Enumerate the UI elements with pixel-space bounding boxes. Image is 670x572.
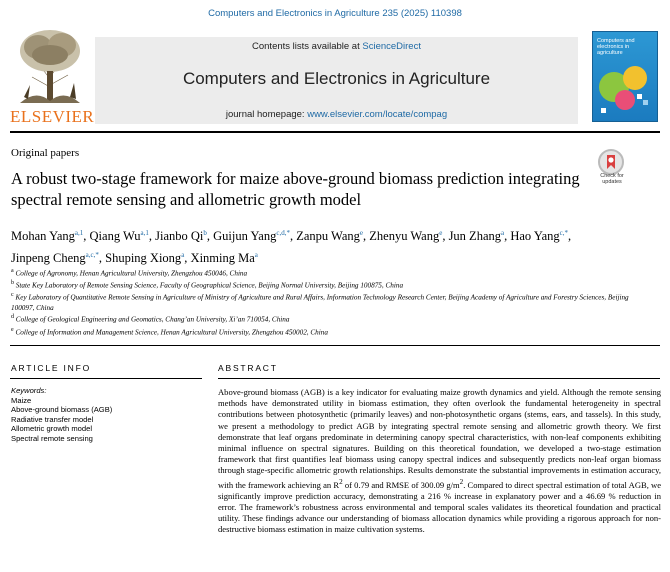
affiliation-item (11, 326, 651, 338)
check-for-updates-badge[interactable] (594, 149, 630, 185)
affiliation-item (11, 267, 651, 279)
homepage-line (95, 109, 578, 120)
keyword[interactable]: Radiative transfer model (11, 414, 94, 424)
check-updates-label: Check for updates (600, 173, 624, 185)
abstract-part: of 0.79 and RMSE of 300.09 g/m (342, 479, 460, 490)
check-updates-icon (598, 149, 624, 175)
journal-homepage-link[interactable]: www.elsevier.com/locate/compag (307, 109, 448, 120)
keyword[interactable]: Above-ground biomass (AGB) (11, 405, 113, 415)
cover-title: Computers and electronics in agriculture (597, 38, 635, 56)
contents-line (95, 41, 578, 52)
author-name[interactable]: Hao Yang (510, 229, 560, 244)
author-separator: , (184, 251, 191, 266)
abstract-heading: ABSTRACT (218, 363, 278, 373)
author-name[interactable]: Guijun Yang (213, 229, 277, 244)
author-affiliation-mark[interactable]: a (501, 229, 505, 237)
homepage-prefix: journal homepage: (225, 109, 308, 120)
author-name[interactable]: Zhenyu Wang (369, 229, 440, 244)
abstract-rule (218, 378, 660, 379)
author-affiliation-mark[interactable]: e (359, 229, 364, 237)
author-name[interactable]: Jianbo Qi (155, 229, 204, 244)
cover-graphic-icon (623, 66, 647, 90)
author-affiliation-mark[interactable]: c,d,* (276, 229, 290, 237)
keyword[interactable]: Allometric growth model (11, 424, 93, 434)
cover-graphic-icon (643, 100, 648, 105)
author-separator: , (83, 229, 90, 244)
author-affiliation-mark[interactable]: b (203, 229, 207, 237)
author-name[interactable]: Qiang Wu (89, 229, 141, 244)
affiliation-item (11, 313, 651, 325)
affiliation-text: College of Agronomy, Henan Agricultural University, Zhengzhou 450046, China (15, 269, 248, 278)
author-affiliation-mark[interactable]: a (254, 251, 258, 260)
elsevier-logo[interactable] (10, 27, 95, 126)
author-separator: , (206, 229, 214, 244)
keyword[interactable]: Spectral remote sensing (11, 433, 93, 443)
author-name[interactable]: Shuping Xiong (105, 251, 182, 266)
author-name[interactable]: Zanpu Wang (296, 229, 360, 244)
author-affiliation-mark[interactable]: e (439, 229, 443, 237)
paper-title: A robust two-stage framework for maize above-ground biomass prediction integrating spectral remote sensing and allometric growth model (11, 169, 580, 209)
author-separator: , (568, 229, 572, 244)
affiliation-text: State Key Laboratory of Remote Sensing Science, Faculty of Geographical Science, Beijing Normal University, Beijing 100875, China (15, 281, 404, 290)
article-info-heading: ARTICLE INFO (11, 363, 92, 373)
author-affiliation-mark[interactable]: a,1 (140, 229, 149, 237)
author-name[interactable]: Jinpeng Cheng (11, 251, 86, 266)
affiliation-text: College of Geological Engineering and Geomatics, Chang’an University, Xi’an 710054, China (15, 315, 290, 324)
unit-superscript: 2 (459, 477, 464, 486)
affiliation-item (11, 279, 651, 291)
journal-cover-thumbnail[interactable] (592, 31, 658, 122)
author-separator: , (148, 229, 156, 244)
contents-prefix: Contents lists available at (252, 41, 363, 52)
affiliation-text: College of Information and Management Science, Henan Agricultural University, Zhengzhou 450002, China (15, 327, 328, 336)
author-separator: , (363, 229, 370, 244)
author-name[interactable]: Jun Zhang (448, 229, 501, 244)
author-affiliation-mark[interactable]: c,* (559, 229, 569, 237)
abstract-text (218, 387, 661, 535)
journal-title[interactable]: Computers and Electronics in Agriculture (182, 69, 491, 88)
abstract-part: Above-ground biomass (AGB) is a key indicator for evaluating maize growth dynamics and yield. Although the remote sensing methods have demonstrated utility in biomass estimation, they often overlook the fundamental heterogeneity in spectral contributions between photosynthetic (primarily leaves) and non-photosynthetic organs (stems, ears, and tassels). In this study, we present a methodology to predict AGB by integrating spectral remote sensing and allometric growth theory. We first demonstrate that leaf organs predominate in determining canopy spectral characteristics, with non-leaf components exhibiting minimal influence on spectral signatures. Building on this theoretical foundation, we developed a two-stage estimation framework that first quantifies leaf biomass using canopy spectral indices and subsequently predicts non-leaf organ biomass through stage-specific allometric growth relationships. Results demonstrate the substantial improvements in estimation accuracy, with the framework achieving an R (218, 387, 661, 490)
header-divider (10, 131, 660, 133)
affiliation-mark: e (11, 326, 14, 333)
author-name[interactable]: Xinming Ma (190, 251, 255, 266)
author-name[interactable]: Mohan Yang (11, 229, 75, 244)
elsevier-wordmark: ELSEVIER (10, 107, 95, 126)
affiliation-list (11, 267, 651, 338)
keywords-label: Keywords: (11, 386, 47, 395)
affiliation-text: Key Laboratory of Quantitative Remote Sensing in Agriculture of Ministry of Agriculture and Rural Affairs, Information Technology Research Center, Beijing Academy of Agriculture and Forestry Sciences, Beijing 100097, China (11, 293, 629, 312)
section-divider (10, 345, 660, 346)
affiliation-mark: a (11, 268, 14, 274)
bookmark-icon (600, 151, 622, 173)
journal-header-box (95, 37, 578, 124)
author-separator: , (98, 251, 106, 266)
author-separator: , (442, 229, 449, 244)
sciencedirect-link[interactable]: ScienceDirect (362, 41, 421, 52)
keyword[interactable]: Maize (11, 395, 32, 405)
author-affiliation-mark[interactable]: a,c,* (85, 251, 99, 260)
author-affiliation-mark[interactable]: a,1 (74, 229, 84, 237)
affiliation-mark: c (11, 292, 14, 299)
cover-graphic-icon (615, 90, 635, 110)
elsevier-tree-icon (16, 27, 84, 105)
affiliation-mark: b (11, 280, 14, 287)
cover-graphic-icon (601, 108, 606, 113)
cover-graphic-icon (637, 94, 642, 99)
r-squared-superscript: 2 (339, 477, 343, 486)
keywords-block (11, 386, 203, 444)
affiliation-item (11, 291, 651, 313)
author-separator: , (504, 229, 511, 244)
author-separator: , (289, 229, 297, 244)
affiliation-mark: d (11, 314, 14, 321)
journal-citation[interactable]: Computers and Electronics in Agriculture 235 (2025) 110398 (208, 8, 462, 19)
article-type: Original papers (11, 147, 80, 159)
author-affiliation-mark[interactable]: a (181, 251, 185, 260)
article-info-rule (10, 378, 202, 379)
abstract-part: . Compared to direct spectral estimation of total AGB, we significantly improve prediction accuracy, demonstrating a 216 % increase in explanatory power and a 46.69 % reduction in error. The framework’s robustness across environmental and temporal scales validates its theoretical foundation and practical utility. These findings advance our understanding of biomass allocation dynamics while providing a rigorous approach for non-destructive biomass estimation in maize cultivation systems. (218, 479, 661, 535)
author-list (11, 224, 586, 268)
